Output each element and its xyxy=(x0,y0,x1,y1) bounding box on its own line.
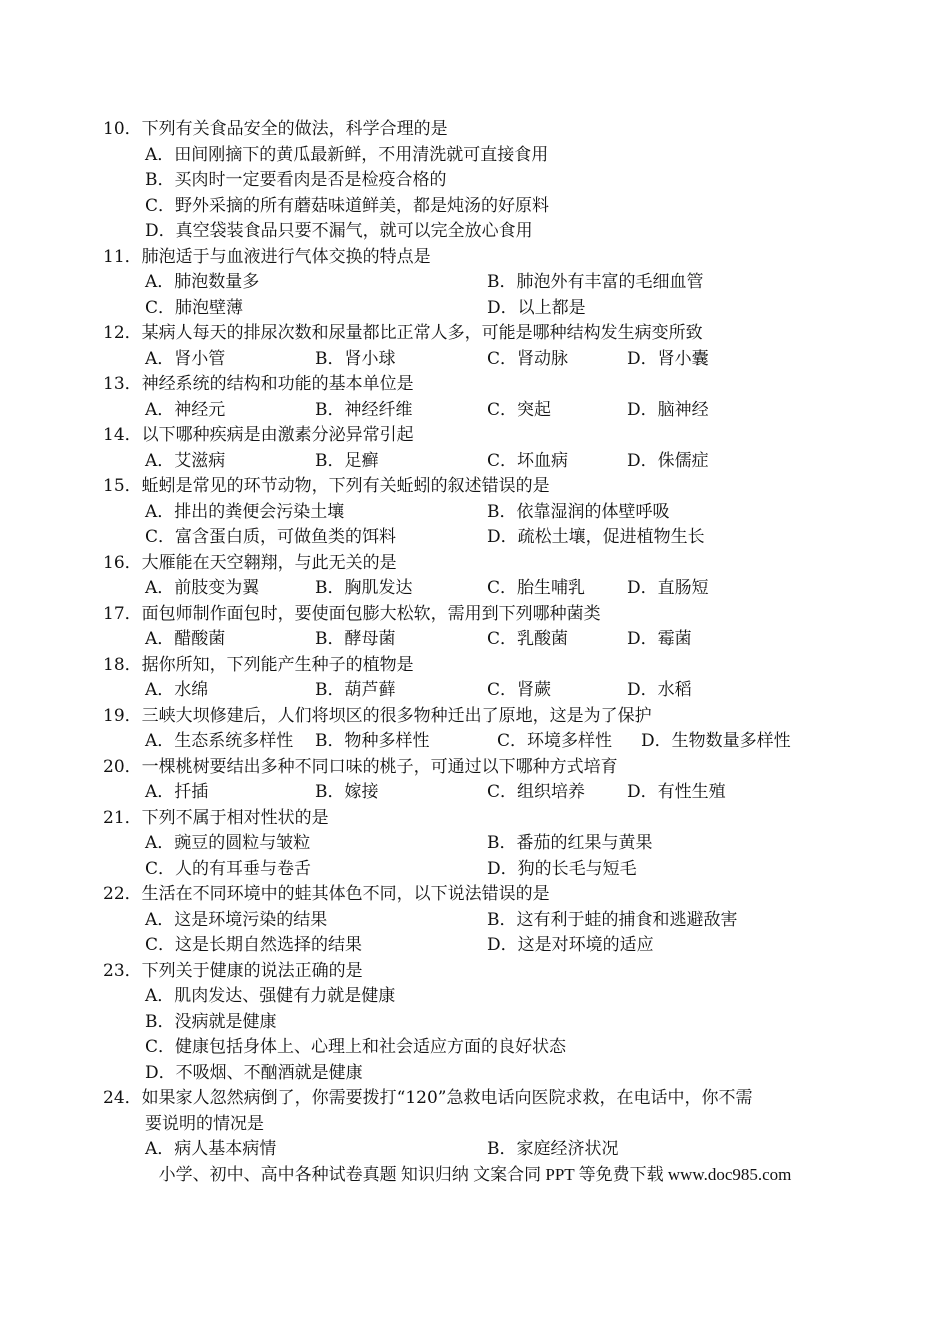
question-stem: 21．下列不属于相对性状的是 xyxy=(103,808,329,828)
answer-option: C．肺泡壁薄 xyxy=(145,298,244,318)
answer-option: D．霉菌 xyxy=(627,629,692,649)
answer-option: A．肾小管 xyxy=(145,349,226,369)
answer-option: B．神经纤维 xyxy=(315,400,413,420)
answer-option: C．环境多样性 xyxy=(497,731,613,751)
page-footer: 小学、初中、高中各种试卷真题 知识归纳 文案合同 PPT 等免费下载 www.doc985.com xyxy=(158,1165,792,1184)
answer-option: B．酵母菌 xyxy=(315,629,396,649)
answer-option: C．肾动脉 xyxy=(487,349,569,369)
answer-option: B．没病就是健康 xyxy=(145,1012,277,1032)
answer-option: A．扦插 xyxy=(145,782,209,802)
question-stem: 24．如果家人忽然病倒了，你需要拨打“120”急救电话向医院求救，在电话中，你不需 xyxy=(103,1088,753,1108)
answer-option: B．肾小球 xyxy=(315,349,396,369)
answer-option: C．胎生哺乳 xyxy=(487,578,586,598)
answer-option: A．神经元 xyxy=(145,400,226,420)
question-stem: 16．大雁能在天空翱翔，与此无关的是 xyxy=(103,553,397,573)
answer-option: C．组织培养 xyxy=(487,782,586,802)
answer-option: C．突起 xyxy=(487,400,552,420)
question-stem: 11．肺泡适于与血液进行气体交换的特点是 xyxy=(103,247,431,267)
question-stem: 14．以下哪种疾病是由激素分泌异常引起 xyxy=(103,425,414,445)
answer-option: B．足癣 xyxy=(315,451,379,471)
answer-option: D．直肠短 xyxy=(627,578,709,598)
answer-option: B．家庭经济状况 xyxy=(487,1139,619,1159)
answer-option: D．水稻 xyxy=(627,680,692,700)
answer-option: C．野外采摘的所有蘑菇味道鲜美，都是炖汤的好原料 xyxy=(145,196,550,216)
question-stem: 23．下列关于健康的说法正确的是 xyxy=(103,961,363,981)
answer-option: A．病人基本病情 xyxy=(145,1139,277,1159)
answer-option: C．这是长期自然选择的结果 xyxy=(145,935,363,955)
answer-option: A．豌豆的圆粒与皱粒 xyxy=(145,833,311,853)
answer-option: C．肾蕨 xyxy=(487,680,552,700)
answer-option: B．买肉时一定要看肉是否是检疫合格的 xyxy=(145,170,447,190)
question-stem: 22．生活在不同环境中的蛙其体色不同，以下说法错误的是 xyxy=(103,884,550,904)
answer-option: B．番茄的红果与黄果 xyxy=(487,833,653,853)
question-stem: 18．据你所知，下列能产生种子的植物是 xyxy=(103,655,414,675)
answer-option: D．真空袋装食品只要不漏气，就可以完全放心食用 xyxy=(145,221,533,241)
answer-option: A．肺泡数量多 xyxy=(145,272,260,292)
answer-option: A．田间刚摘下的黄瓜最新鲜，不用清洗就可直接食用 xyxy=(145,145,549,165)
answer-option: A．生态系统多样性 xyxy=(145,731,294,751)
answer-option: A．水绵 xyxy=(145,680,209,700)
answer-option: A．前肢变为翼 xyxy=(145,578,260,598)
answer-option: B．嫁接 xyxy=(315,782,379,802)
answer-option: D．肾小囊 xyxy=(627,349,709,369)
answer-option: D．有性生殖 xyxy=(627,782,726,802)
answer-option: D．疏松土壤，促进植物生长 xyxy=(487,527,705,547)
answer-option: D．生物数量多样性 xyxy=(641,731,791,751)
answer-option: C．健康包括身体上、心理上和社会适应方面的良好状态 xyxy=(145,1037,567,1057)
answer-option: D．以上都是 xyxy=(487,298,586,318)
answer-option: A．肌肉发达、强健有力就是健康 xyxy=(145,986,396,1006)
question-stem: 19．三峡大坝修建后，人们将坝区的很多物种迁出了原地，这是为了保护 xyxy=(103,706,652,726)
question-stem: 17．面包师制作面包时，要使面包膨大松软，需用到下列哪种菌类 xyxy=(103,604,601,624)
answer-option: C．坏血病 xyxy=(487,451,569,471)
answer-option: A．这是环境污染的结果 xyxy=(145,910,328,930)
answer-option: D．脑神经 xyxy=(627,400,709,420)
question-stem: 13．神经系统的结构和功能的基本单位是 xyxy=(103,374,414,394)
question-stem: 要说明的情况是 xyxy=(145,1114,264,1134)
answer-option: D．不吸烟、不酗酒就是健康 xyxy=(145,1063,363,1083)
answer-option: B．依靠湿润的体壁呼吸 xyxy=(487,502,670,522)
answer-option: D．这是对环境的适应 xyxy=(487,935,654,955)
answer-option: B．肺泡外有丰富的毛细血管 xyxy=(487,272,704,292)
answer-option: A．艾滋病 xyxy=(145,451,226,471)
answer-option: C．富含蛋白质，可做鱼类的饵料 xyxy=(145,527,397,547)
answer-option: C．人的有耳垂与卷舌 xyxy=(145,859,312,879)
answer-option: D．侏儒症 xyxy=(627,451,709,471)
question-stem: 10．下列有关食品安全的做法，科学合理的是 xyxy=(103,119,448,139)
question-stem: 15．蚯蚓是常见的环节动物，下列有关蚯蚓的叙述错误的是 xyxy=(103,476,550,496)
answer-option: B．物种多样性 xyxy=(315,731,430,751)
answer-option: C．乳酸菌 xyxy=(487,629,569,649)
answer-option: B．葫芦藓 xyxy=(315,680,396,700)
answer-option: A．醋酸菌 xyxy=(145,629,226,649)
question-stem: 20．一棵桃树要结出多种不同口味的桃子，可通过以下哪种方式培育 xyxy=(103,757,618,777)
question-stem: 12．某病人每天的排尿次数和尿量都比正常人多，可能是哪种结构发生病变所致 xyxy=(103,323,703,343)
answer-option: B．这有利于蛙的捕食和逃避敌害 xyxy=(487,910,738,930)
answer-option: D．狗的长毛与短毛 xyxy=(487,859,637,879)
answer-option: A．排出的粪便会污染土壤 xyxy=(145,502,345,522)
answer-option: B．胸肌发达 xyxy=(315,578,413,598)
